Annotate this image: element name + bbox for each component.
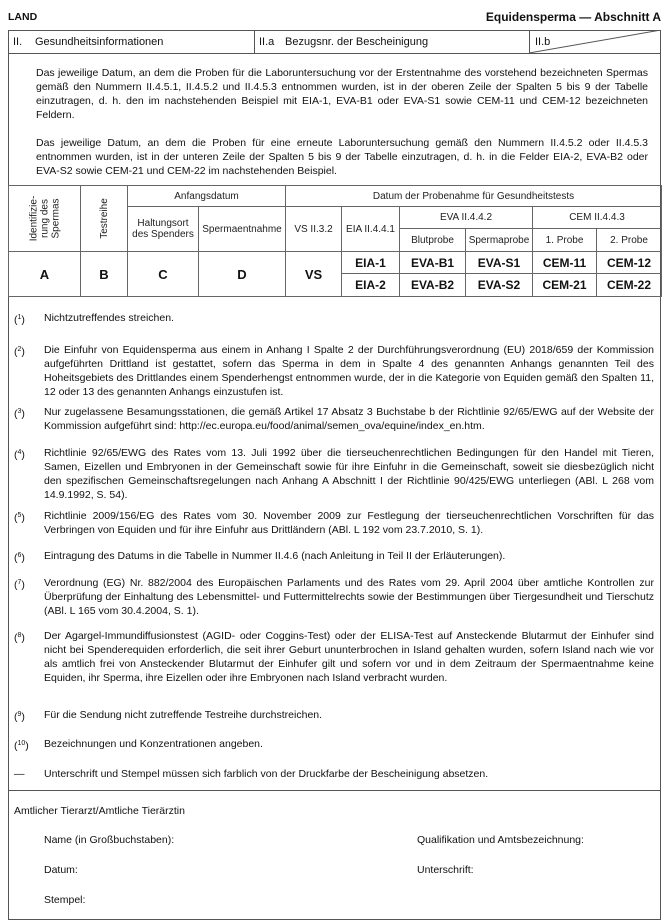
cell-cem-21: CEM-21 (533, 274, 597, 297)
header-line: rung des (38, 199, 50, 238)
footnote-marker: ($^1$) (14, 314, 25, 326)
stamp-field-label: Stempel: (44, 894, 86, 906)
column-header-spermaprobe: Spermaprobe (466, 229, 533, 252)
header-text: Testreihe (98, 198, 110, 239)
footnote (14, 446, 654, 502)
section-heading (8, 30, 254, 53)
footnote-text: Eintragung des Datums in die Tabelle in Nummer II.4.6 (nach Anleitung in Teil II der Erläuterungen). (44, 550, 506, 562)
footnote-text: Richtlinie 92/65/EWG des Rates vom 13. Juli 1992 über die tierseuchenrechtlichen Bedingungen für den Handel mit Tieren, Samen, Eizellen und Embryonen in der Gemeinschaft sowie für ihre Einfuhr in die Gemeinschaft, soweit sie diesbezüglich nicht den spezifischen Gemeinschaftsregelungen nach Anhang A Abschnitt I der Richtlinie 90/425/EWG unterliegen (ABl. L 268 vom 14.9.1992, S. 54). (44, 447, 654, 501)
signature-block-title: Amtlicher Tierarzt/Amtliche Tierärztin (14, 805, 185, 817)
cell-d: D (199, 252, 286, 297)
header-line: Identifizie- (27, 195, 39, 242)
footnote-marker: ($^8$) (14, 632, 25, 644)
footnote (14, 767, 654, 781)
group-header-probenahme: Datum der Probenahme für Gesundheitstests (286, 186, 662, 207)
iib-label: II.b (535, 36, 551, 48)
column-header-blutprobe: Blutprobe (400, 229, 466, 252)
footnote (14, 311, 654, 325)
sample-date-table (8, 185, 662, 297)
cell-cem-11: CEM-11 (533, 252, 597, 274)
column-header-identification (9, 186, 81, 252)
section-header-bar (8, 30, 661, 54)
column-header-testreihe (81, 186, 128, 252)
footnote (14, 343, 654, 399)
column-header-haltungsort (128, 207, 199, 252)
dash-marker: — (14, 768, 25, 780)
footnote-text: Der Agargel-Immundiffusionstest (AGID- oder Coggins-Test) oder der ELISA-Test auf Ansteckende Blutarmut der Einhufer sind nicht bei Spenderequiden erforderlich, die seit ihrer Geburt ununterbrochen in Island gehalten wurden, sofern Island nach wie vor als amtlich frei von Ansteckender Blutarmut der Einhufer gilt und sofern vor und in dem Zeitraum der Spermaentnahme keine Equiden, ihr Sperma, ihre Eizellen oder ihre Embryonen nach Island verbracht wurden. (44, 630, 654, 684)
name-field-label: Name (in Großbuchstaben): (44, 834, 175, 846)
footnote-text: Richtlinie 2009/156/EG des Rates vom 30. November 2009 zur Festlegung der tierseuchenrechtlichen Vorschriften für das Verbringen von Equiden und für ihre Einfuhr aus Drittländern (ABl. L 192 vom 23.7.2010, S. 1). (44, 510, 654, 536)
footnote-marker: ($^2$) (14, 346, 25, 358)
footnote-text: Verordnung (EG) Nr. 882/2004 des Europäischen Parlaments und des Rates vom 29. April 2004 über amtliche Kontrollen zur Überprüfung der Einhaltung des Lebensmittel- und Futtermittelrechts sowie der Bestimmungen über Tiergesundheit und Tierschutz (ABl. L 165 vom 30.4.2004, S. 1). (44, 577, 654, 617)
reference-number-field[interactable] (259, 30, 529, 53)
cell-eva-b1: EVA-B1 (400, 252, 466, 274)
footnote-text: Nichtzutreffendes streichen. (44, 312, 174, 324)
column-header-probe1: 1. Probe (533, 229, 597, 252)
footnote-text: Unterschrift und Stempel müssen sich farblich von der Druckfarbe der Bescheinigung absetzen. (44, 768, 489, 780)
footnote (14, 509, 654, 537)
footnote-text: Bezeichnungen und Konzentrationen angeben. (44, 738, 263, 750)
ref-number: II.a (259, 36, 275, 48)
signature-field-label: Unterschrift: (417, 864, 474, 876)
footnote-marker: ($^6$) (14, 552, 25, 564)
footnote-text: Die Einfuhr von Equidensperma aus einem in Anhang I Spalte 2 der Durchführungsverordnung (EU) 2018/659 der Kommission aufgeführten Drittland ist gestattet, sofern das Sperma in dem in Spalte 4 des genannten Anhangs genannten Teil des Hoheitsgebiets des Drittlandes einem Spenderhengst entnommen wurde, der in die Kategorie von Equiden gemäß den Spalten 11, 12 oder 13 des genannten Anhangs einzustufen ist. (44, 344, 654, 398)
footnote (14, 405, 654, 433)
cell-cem-22: CEM-22 (597, 274, 662, 297)
cell-eva-s1: EVA-S1 (466, 252, 533, 274)
group-header-cem: CEM II.4.4.3 (533, 207, 662, 229)
cell-eia-1: EIA-1 (342, 252, 400, 274)
footnote-text: Nur zugelassene Besamungsstationen, die gemäß Artikel 17 Absatz 3 Buchstabe b der Richtlinie 92/65/EWG auf der Website der Kommission aufgeführt sind: http://ec.europa.eu/food/animal/semen_ova/equine/index_en.htm. (44, 406, 654, 432)
cell-vs: VS (286, 252, 342, 297)
footnote-marker: ($^{10}$) (14, 740, 29, 752)
section-title: Gesundheitsinformationen (35, 36, 164, 48)
divider (254, 30, 255, 53)
footnote-marker: ($^3$) (14, 408, 25, 420)
group-header-anfangsdatum: Anfangsdatum (128, 186, 286, 207)
footnote (14, 708, 654, 722)
footnote-marker: ($^5$) (14, 512, 25, 524)
country-label: LAND (8, 11, 38, 23)
header-line: Spermas (49, 198, 61, 239)
column-header-probe2: 2. Probe (597, 229, 662, 252)
cell-eia-2: EIA-2 (342, 274, 400, 297)
footnote-text: Für die Sendung nicht zutreffende Testreihe durchstreichen. (44, 709, 323, 721)
ref-label: Bezugsnr. der Bescheinigung (285, 36, 429, 48)
footnote-marker: ($^7$) (14, 579, 25, 591)
footnote (14, 629, 654, 685)
section-divider (8, 790, 661, 791)
qualification-field-label: Qualifikation und Amtsbezeichnung: (417, 834, 584, 846)
group-header-eva: EVA II.4.4.2 (400, 207, 533, 229)
cell-c: C (128, 252, 199, 297)
header-line: Haltungsort (137, 218, 189, 229)
column-header-vs: VS II.3.2 (286, 207, 342, 252)
intro-paragraph-1: Das jeweilige Datum, an dem die Proben für die Laboruntersuchung vor der Erstentnahme des vorstehend bezeichneten Spermas gemäß den Nummern II.4.5.1, II.4.5.2 und II.4.5.3 entnommen wurden, ist in der oberen Zeile der Spalten 5 bis 9 der Tabelle einzutragen, d. h. den im nachstehenden Beispiel mit EIA-1, EVA-B1 oder EVA-S1 sowie CEM-11 und CEM-12 bezeichneten Feldern. (36, 67, 648, 121)
footnote (14, 549, 654, 563)
cell-a: A (9, 252, 81, 297)
cell-cem-12: CEM-12 (597, 252, 662, 274)
cell-eva-b2: EVA-B2 (400, 274, 466, 297)
footnote-marker: ($^9$) (14, 711, 25, 723)
cell-eva-s2: EVA-S2 (466, 274, 533, 297)
document-title: Equidensperma — Abschnitt A (485, 10, 661, 24)
column-header-eia: EIA II.4.4.1 (342, 207, 400, 252)
header-line: des Spenders (132, 229, 194, 240)
date-field-label: Datum: (44, 864, 78, 876)
diagonal-strike-icon (529, 30, 661, 53)
cell-b: B (81, 252, 128, 297)
intro-paragraph-2: Das jeweilige Datum, an dem die Proben für eine erneute Laboruntersuchung gemäß den Nummern II.4.5.2 oder II.4.5.3 entnommen wurden, ist in der unteren Zeile der Spalten 5 bis 9 der Tabelle einzutragen, d. h. in die Felder EIA-2, EVA-B2 oder EVA-S2 sowie CEM-21 und CEM-22 im nachstehenden Beispiel. (36, 137, 648, 177)
footnote (14, 576, 654, 618)
section-number: II. (13, 36, 23, 48)
footnote (14, 737, 654, 751)
column-header-spermaentnahme: Spermaentnahme (199, 207, 286, 252)
footnote-marker: ($^4$) (14, 449, 25, 461)
